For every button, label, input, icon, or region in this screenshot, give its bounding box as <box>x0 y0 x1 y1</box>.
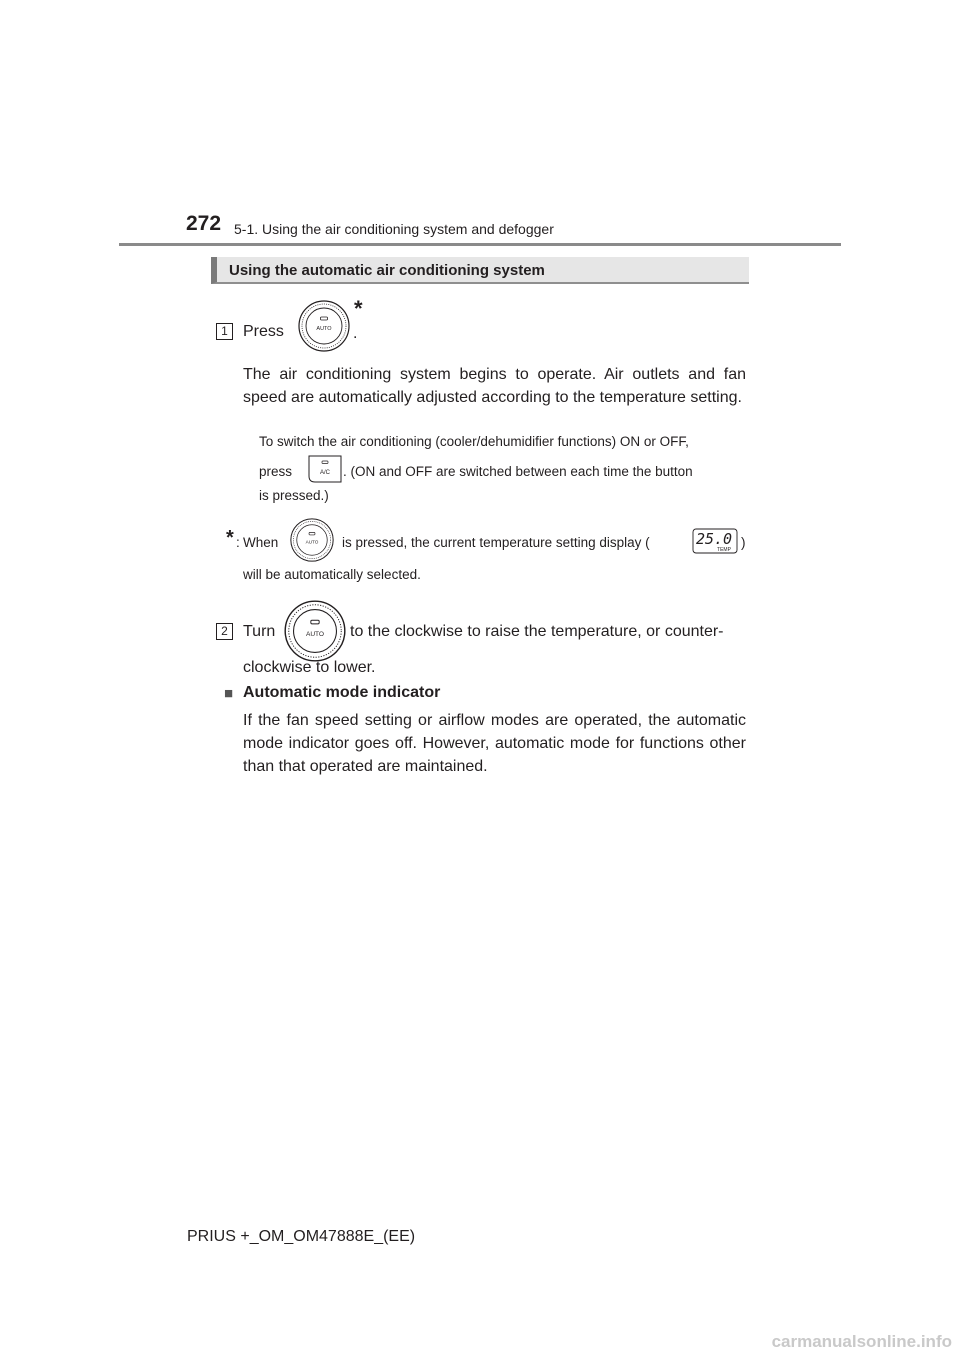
asterisk-mark: * <box>354 296 363 321</box>
step-2-turn-label: Turn <box>243 623 276 640</box>
step-2-line-2: clockwise to lower. <box>243 659 376 676</box>
footnote-colon: : <box>236 535 240 550</box>
ac-button-label: A/C <box>319 470 331 476</box>
step-2-line-1: to the clockwise to raise the temperature, or counter- <box>350 623 724 640</box>
auto-mode-text: If the fan speed setting or airflow modes are operated, the automatic mode indicator goes off. However, automatic mode for functions other than that operated are maintained. <box>243 712 746 775</box>
temperature-display-icon <box>692 528 738 554</box>
footnote-line-2: will be automatically selected. <box>243 567 421 582</box>
footnote-middle: is pressed, the current temperature setting display ( <box>342 535 650 550</box>
temperature-display-label: TEMP <box>717 547 731 553</box>
step-1-description: The air conditioning system begins to operate. Air outlets and fan speed are automatically adjusted according to the temperature setting. <box>243 366 746 406</box>
auto-knob-icon <box>298 300 350 352</box>
section-title: Using the automatic air conditioning system <box>229 262 545 279</box>
temperature-display-value: 25.0 <box>695 530 733 548</box>
watermark: carmanualsonline.info <box>771 1332 952 1351</box>
step-1-period: . <box>353 325 358 342</box>
bullet-square-icon: ■ <box>224 685 234 702</box>
footnote-when: When <box>243 535 279 550</box>
page-number: 272 <box>186 212 222 235</box>
svg-text:AUTO: AUTO <box>305 539 319 545</box>
ac-note-line-3: is pressed.) <box>259 488 329 503</box>
footnote-close-paren: ) <box>741 535 746 550</box>
document-footer: PRIUS +_OM_OM47888E_(EE) <box>187 1228 416 1245</box>
temperature-knob-icon <box>284 600 346 662</box>
ac-note-line-1: To switch the air conditioning (cooler/dehumidifier functions) ON or OFF, <box>259 434 689 449</box>
step-1-badge: 1 <box>216 323 233 340</box>
auto-knob-label: AUTO <box>316 326 332 332</box>
auto-knob-footnote-icon <box>290 518 334 562</box>
chapter-header: 5-1. Using the air conditioning system and defogger <box>234 221 554 237</box>
footnote-asterisk: * <box>226 527 234 549</box>
section-title-bar <box>211 257 749 284</box>
header-divider <box>119 243 841 246</box>
step-1-press-label: Press <box>243 323 284 340</box>
svg-text:AUTO: AUTO <box>305 630 325 638</box>
ac-note-line-2: . (ON and OFF are switched between each time the button <box>343 464 693 479</box>
step-2-badge: 2 <box>216 623 233 640</box>
auto-mode-heading: Automatic mode indicator <box>243 684 441 701</box>
ac-note-press: press <box>259 464 293 479</box>
ac-button-icon <box>305 452 345 486</box>
